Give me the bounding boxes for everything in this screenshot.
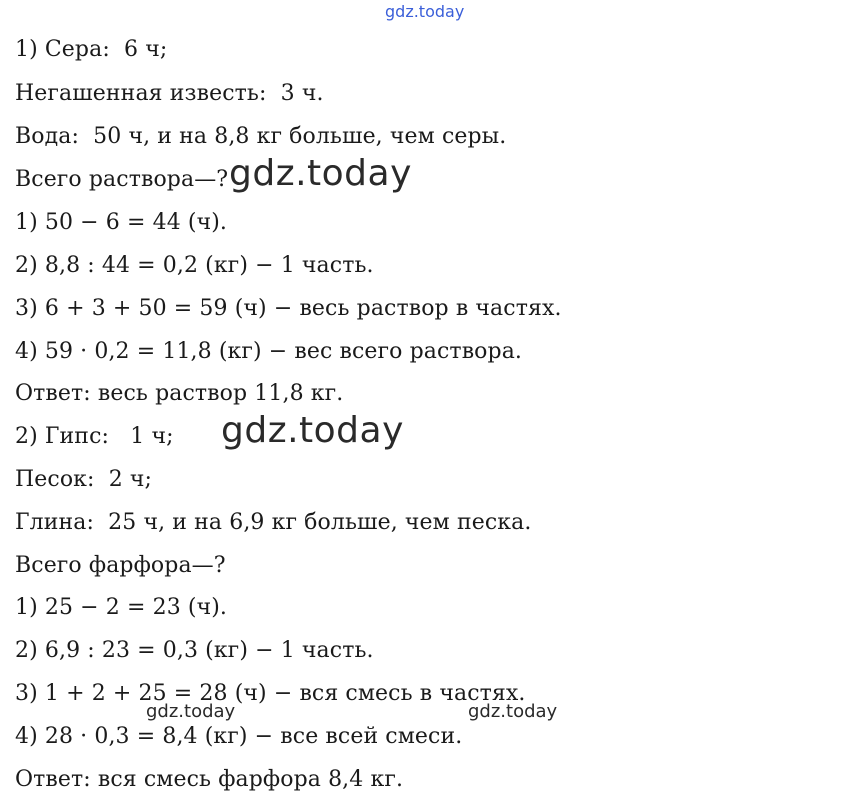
- solution-line: Вода: 50 ч, и на 8,8 кг больше, чем серы.: [15, 124, 507, 149]
- solution-line: Ответ: вся смесь фарфора 8,4 кг.: [15, 767, 404, 792]
- solution-line: 2) 6,9 : 23 = 0,3 (кг) − 1 часть.: [15, 638, 374, 663]
- solution-line: 2) Гипс: 1 ч;: [15, 424, 174, 449]
- solution-line: Всего раствора—?: [15, 167, 229, 192]
- solution-line: Песок: 2 ч;: [15, 467, 153, 492]
- solution-line: 1) 50 − 6 = 44 (ч).: [15, 210, 227, 235]
- solution-line: 3) 6 + 3 + 50 = 59 (ч) − весь раствор в частях.: [15, 296, 562, 321]
- watermark-mid-1: gdz.today: [229, 153, 412, 194]
- solution-line: Всего фарфора—?: [15, 553, 226, 578]
- watermark-top: gdz.today: [385, 2, 465, 21]
- solution-line: 3) 1 + 2 + 25 = 28 (ч) − вся смесь в частях.: [15, 681, 526, 706]
- solution-line: Ответ: весь раствор 11,8 кг.: [15, 381, 344, 406]
- solution-line: 1) 25 − 2 = 23 (ч).: [15, 595, 227, 620]
- watermark-bottom-left: gdz.today: [146, 701, 236, 722]
- solution-line: 1) Сера: 6 ч;: [15, 37, 168, 62]
- solution-line: 4) 59 · 0,2 = 11,8 (кг) − вес всего раствора.: [15, 339, 523, 364]
- watermark-mid-2: gdz.today: [221, 410, 404, 451]
- solution-line: 4) 28 · 0,3 = 8,4 (кг) − все всей смеси.: [15, 724, 463, 749]
- solution-line: 2) 8,8 : 44 = 0,2 (кг) − 1 часть.: [15, 253, 374, 278]
- solution-line: Негашенная известь: 3 ч.: [15, 81, 324, 106]
- watermark-bottom-right: gdz.today: [468, 701, 558, 722]
- solution-line: Глина: 25 ч, и на 6,9 кг больше, чем песка.: [15, 510, 532, 535]
